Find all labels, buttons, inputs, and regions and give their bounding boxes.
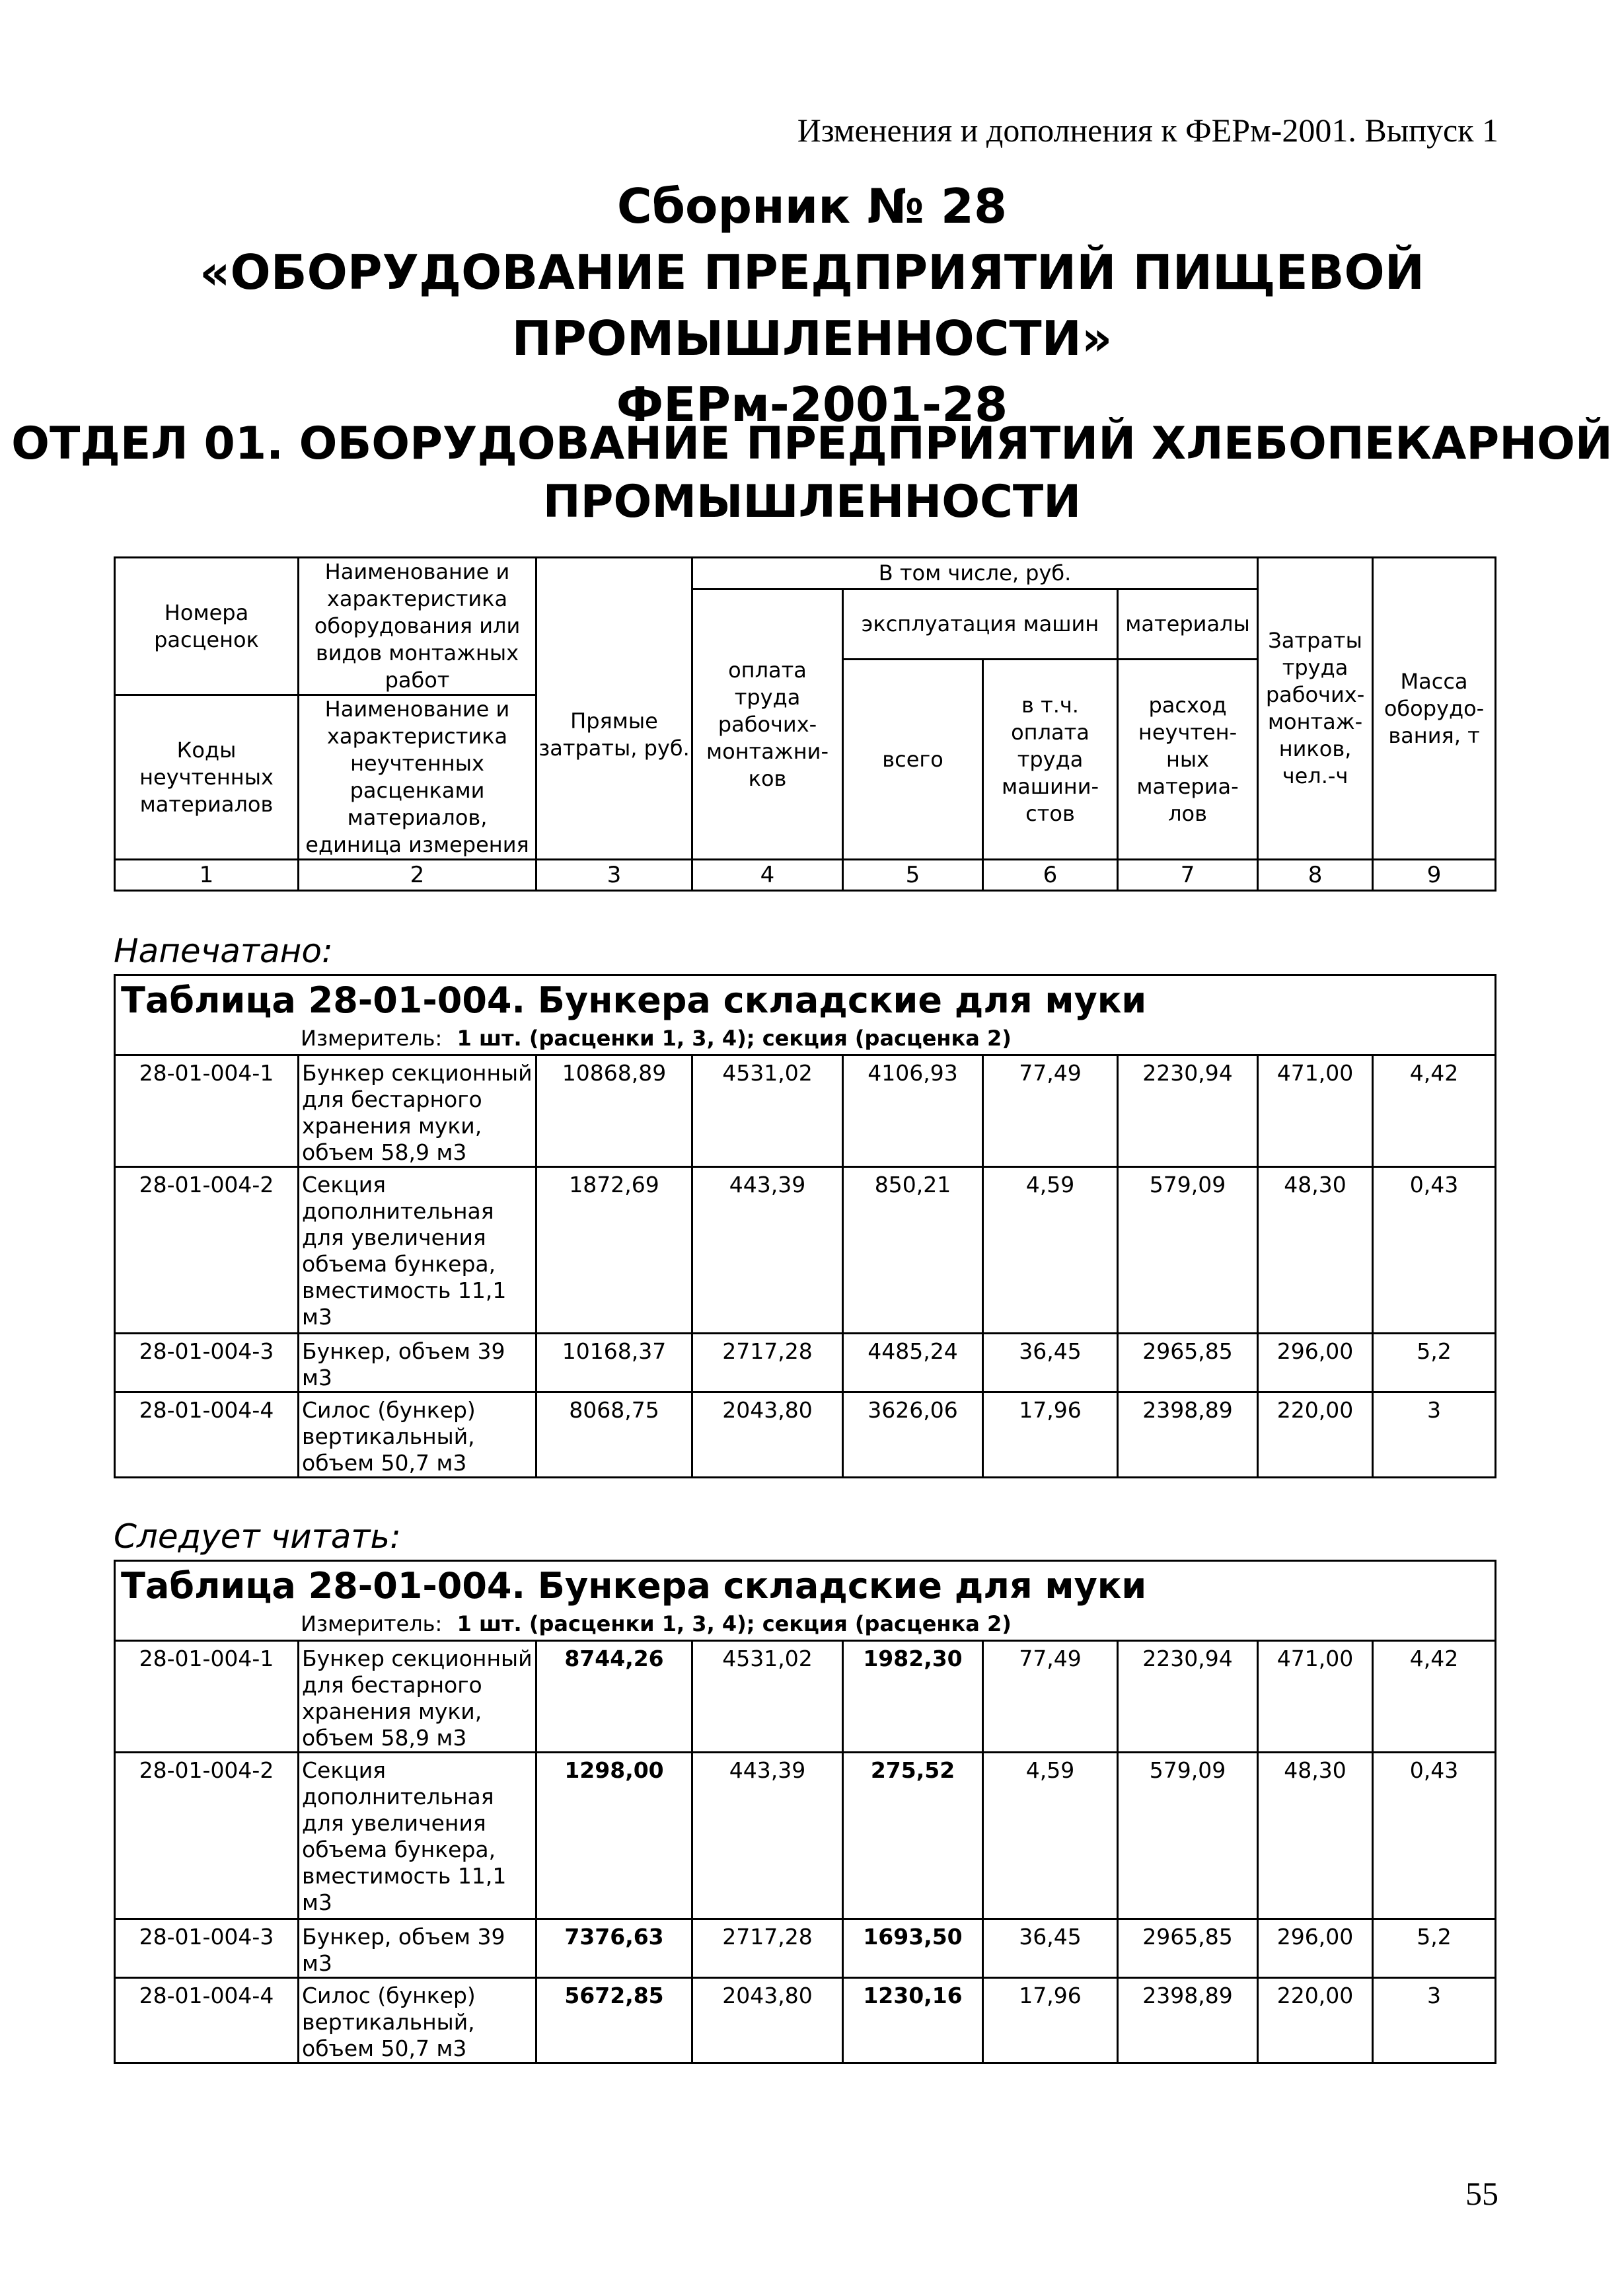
labor-costs: 48,30 [1258, 1753, 1373, 1919]
printed-rate-table [114, 974, 1496, 1478]
table-row [115, 1978, 1496, 2063]
table-row [115, 1919, 1496, 1978]
machines-total: 1230,16 [843, 1978, 983, 2063]
unit-label: Измеритель: [301, 1026, 443, 1051]
direct-costs: 1872,69 [536, 1167, 692, 1334]
machinist-pay: 36,45 [983, 1919, 1118, 1978]
table-row [115, 1753, 1496, 1919]
col-number: 4 [692, 860, 843, 891]
section-line-2: ПРОМЫШЛЕННОСТИ [542, 476, 1082, 528]
machinist-pay: 77,49 [983, 1055, 1118, 1167]
labor-pay: 2717,28 [692, 1334, 843, 1392]
title-line-3: ПРОМЫШЛЕННОСТИ» [511, 311, 1113, 366]
col-number: 7 [1118, 860, 1258, 891]
labor-costs: 48,30 [1258, 1167, 1373, 1334]
machinist-pay: 36,45 [983, 1334, 1118, 1392]
materials: 579,09 [1118, 1753, 1258, 1919]
col-number: 8 [1258, 860, 1373, 891]
mass: 5,2 [1373, 1919, 1496, 1978]
direct-costs: 8068,75 [536, 1392, 692, 1478]
materials: 2230,94 [1118, 1055, 1258, 1167]
rate-code: 28-01-004-3 [115, 1919, 299, 1978]
corrected-label: Следует читать: [114, 1517, 401, 1556]
materials: 2965,85 [1118, 1919, 1258, 1978]
hdr-name-bottom: Наименование и характеристика неучтенных расценками материалов, единица измерения [299, 695, 536, 860]
unit-value: 1 шт. (расценки 1, 3, 4); секция (расценка 2) [457, 1611, 1012, 1636]
rate-name: Силос (бункер) вертикальный, объем 50,7 м3 [299, 1392, 536, 1478]
column-header-table [114, 556, 1496, 892]
table-row [115, 1055, 1496, 1167]
hdr-including: В том числе, руб. [692, 558, 1258, 590]
rate-code: 28-01-004-1 [115, 1055, 299, 1167]
hdr-unaccounted-use: расход неучтен-ных материа-лов [1118, 660, 1258, 860]
hdr-labor-costs: Затраты труда рабочих-монтаж-ников, чел.-ч [1258, 558, 1373, 860]
unit-line [115, 1025, 1496, 1055]
col-number: 6 [983, 860, 1118, 891]
corrected-rate-table [114, 1560, 1496, 2064]
labor-pay: 4531,02 [692, 1641, 843, 1753]
direct-costs: 1298,00 [536, 1753, 692, 1919]
materials: 2965,85 [1118, 1334, 1258, 1392]
labor-costs: 220,00 [1258, 1392, 1373, 1478]
machinist-pay: 77,49 [983, 1641, 1118, 1753]
section-title [0, 415, 1624, 531]
labor-costs: 296,00 [1258, 1919, 1373, 1978]
mass: 3 [1373, 1392, 1496, 1478]
table-title: Таблица 28-01-004. Бункера складские для муки [115, 1561, 1496, 1611]
col-number: 3 [536, 860, 692, 891]
table-row [115, 1334, 1496, 1392]
machinist-pay: 17,96 [983, 1392, 1118, 1478]
hdr-machinist-pay: в т.ч. оплата труда машини-стов [983, 660, 1118, 860]
machinist-pay: 4,59 [983, 1753, 1118, 1919]
rate-code: 28-01-004-3 [115, 1334, 299, 1392]
rate-name: Секция дополнительная для увеличения объема бункера, вместимость 11,1 м3 [299, 1753, 536, 1919]
machines-total: 4485,24 [843, 1334, 983, 1392]
rate-code: 28-01-004-4 [115, 1978, 299, 2063]
machines-total: 1982,30 [843, 1641, 983, 1753]
section-line-1: ОТДЕЛ 01. ОБОРУДОВАНИЕ ПРЕДПРИЯТИЙ ХЛЕБОПЕКАРНОЙ [11, 418, 1613, 470]
running-head: Изменения и дополнения к ФЕРм-2001. Выпуск 1 [797, 112, 1498, 149]
hdr-machines: эксплуатация машин [843, 590, 1118, 660]
hdr-rate-numbers: Номера расценок [115, 558, 299, 695]
title-line-2: «ОБОРУДОВАНИЕ ПРЕДПРИЯТИЙ ПИЩЕВОЙ [199, 245, 1425, 300]
rate-code: 28-01-004-4 [115, 1392, 299, 1478]
machines-total: 4106,93 [843, 1055, 983, 1167]
col-number: 1 [115, 860, 299, 891]
rate-name: Бункер, объем 39 м3 [299, 1919, 536, 1978]
direct-costs: 7376,63 [536, 1919, 692, 1978]
mass: 0,43 [1373, 1753, 1496, 1919]
unit-value: 1 шт. (расценки 1, 3, 4); секция (расценка 2) [457, 1026, 1012, 1051]
rate-name: Бункер секционный для бестарного хранения муки, объем 58,9 м3 [299, 1055, 536, 1167]
direct-costs: 5672,85 [536, 1978, 692, 2063]
table-title: Таблица 28-01-004. Бункера складские для муки [115, 975, 1496, 1026]
rate-name: Бункер, объем 39 м3 [299, 1334, 536, 1392]
machines-total: 1693,50 [843, 1919, 983, 1978]
labor-costs: 296,00 [1258, 1334, 1373, 1392]
rate-code: 28-01-004-1 [115, 1641, 299, 1753]
materials: 2398,89 [1118, 1978, 1258, 2063]
mass: 5,2 [1373, 1334, 1496, 1392]
materials: 2398,89 [1118, 1392, 1258, 1478]
mass: 0,43 [1373, 1167, 1496, 1334]
unit-line [115, 1611, 1496, 1641]
rate-code: 28-01-004-2 [115, 1167, 299, 1334]
direct-costs: 10868,89 [536, 1055, 692, 1167]
mass: 4,42 [1373, 1641, 1496, 1753]
table-row [115, 1167, 1496, 1334]
direct-costs: 10168,37 [536, 1334, 692, 1392]
labor-pay: 443,39 [692, 1167, 843, 1334]
materials: 579,09 [1118, 1167, 1258, 1334]
hdr-name-top: Наименование и характеристика оборудования или видов монтажных работ [299, 558, 536, 695]
direct-costs: 8744,26 [536, 1641, 692, 1753]
printed-label: Напечатано: [114, 932, 333, 970]
title-line-1: Сборник № 28 [616, 178, 1008, 234]
materials: 2230,94 [1118, 1641, 1258, 1753]
labor-pay: 2043,80 [692, 1392, 843, 1478]
hdr-labor-pay: оплата труда рабочих-монтажни-ков [692, 590, 843, 860]
hdr-machines-total: всего [843, 660, 983, 860]
hdr-unaccounted-codes: Коды неучтенных материалов [115, 695, 299, 860]
hdr-mass: Масса оборудо-вания, т [1373, 558, 1496, 860]
col-number: 2 [299, 860, 536, 891]
title-line-4: ФЕРм-2001-28 [616, 377, 1008, 432]
rate-name: Бункер секционный для бестарного хранения муки, объем 58,9 м3 [299, 1641, 536, 1753]
machinist-pay: 17,96 [983, 1978, 1118, 2063]
table-row [115, 1392, 1496, 1478]
unit-label: Измеритель: [301, 1611, 443, 1636]
hdr-direct-costs: Прямые затраты, руб. [536, 558, 692, 860]
machinist-pay: 4,59 [983, 1167, 1118, 1334]
rate-name: Силос (бункер) вертикальный, объем 50,7 м3 [299, 1978, 536, 2063]
machines-total: 3626,06 [843, 1392, 983, 1478]
labor-pay: 4531,02 [692, 1055, 843, 1167]
rate-code: 28-01-004-2 [115, 1753, 299, 1919]
table-row [115, 1641, 1496, 1753]
mass: 4,42 [1373, 1055, 1496, 1167]
hdr-materials: материалы [1118, 590, 1258, 660]
mass: 3 [1373, 1978, 1496, 2063]
labor-costs: 471,00 [1258, 1641, 1373, 1753]
machines-total: 850,21 [843, 1167, 983, 1334]
col-number: 5 [843, 860, 983, 891]
labor-pay: 2717,28 [692, 1919, 843, 1978]
labor-pay: 443,39 [692, 1753, 843, 1919]
labor-costs: 220,00 [1258, 1978, 1373, 2063]
labor-costs: 471,00 [1258, 1055, 1373, 1167]
page-number: 55 [1465, 2175, 1498, 2212]
rate-name: Секция дополнительная для увеличения объема бункера, вместимость 11,1 м3 [299, 1167, 536, 1334]
collection-title [0, 173, 1624, 438]
col-number: 9 [1373, 860, 1496, 891]
machines-total: 275,52 [843, 1753, 983, 1919]
labor-pay: 2043,80 [692, 1978, 843, 2063]
